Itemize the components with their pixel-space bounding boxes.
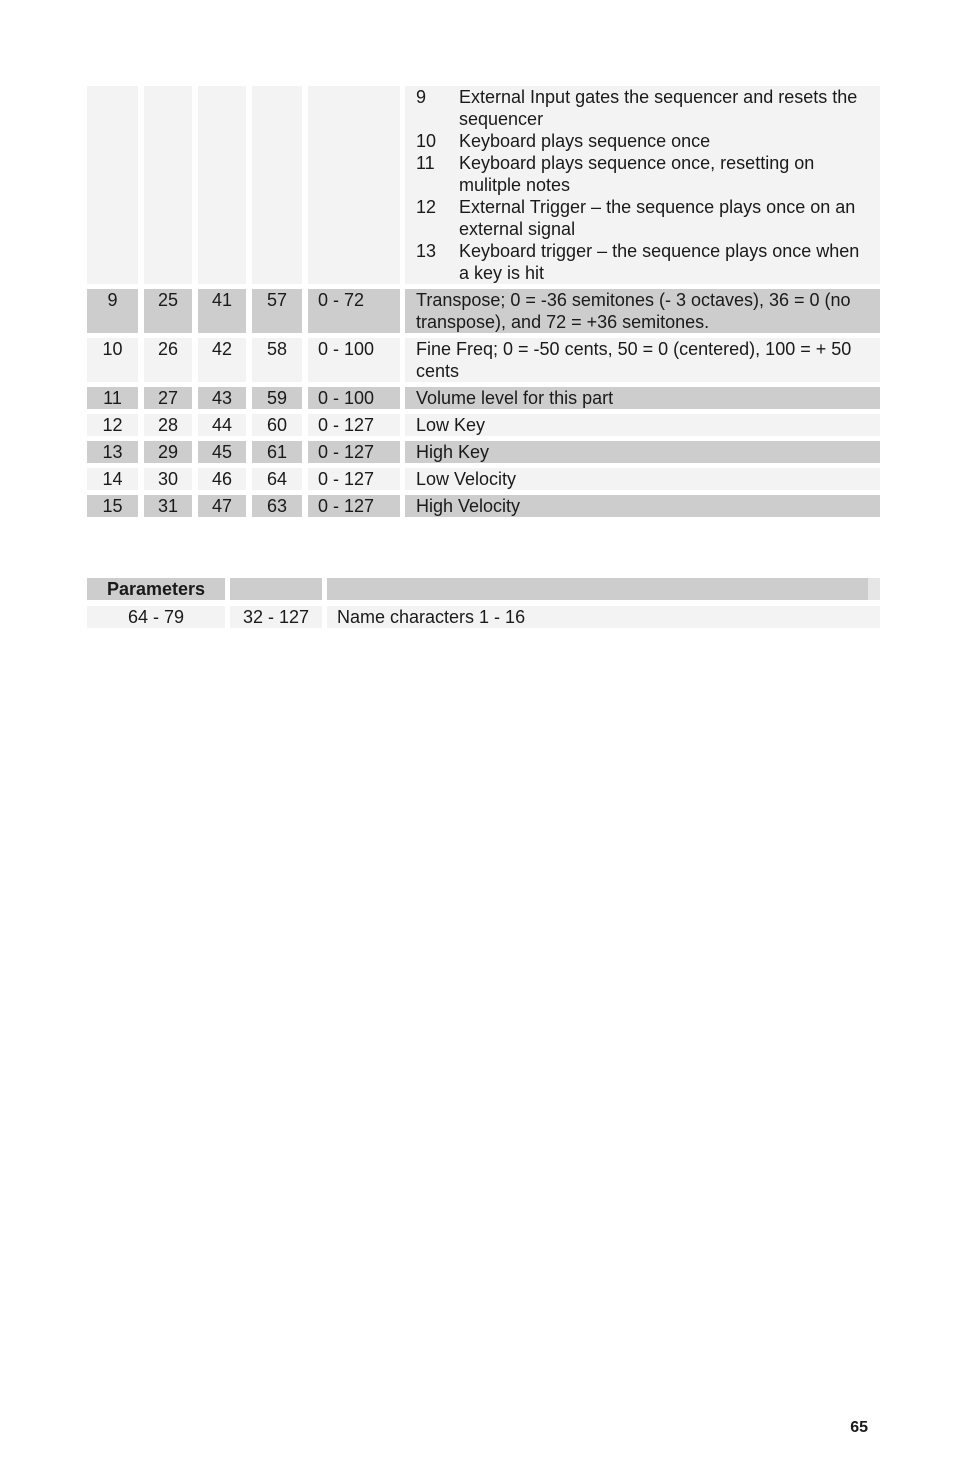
mode-number: 10 (416, 131, 437, 151)
table-row (87, 414, 880, 436)
table-cell (198, 86, 246, 284)
param-cell: 47 (198, 495, 246, 517)
table-cell (87, 86, 138, 284)
mode-number: 13 (416, 241, 437, 261)
param-cell: 64 (252, 468, 302, 490)
table-row (87, 387, 880, 409)
param-cell: 25 (144, 289, 192, 333)
range-cell: 32 - 127 (230, 606, 322, 628)
mode-item (416, 86, 866, 130)
range-cell: 0 - 72 (308, 289, 400, 333)
mode-number: 9 (416, 87, 427, 107)
table-row (87, 441, 880, 463)
table-header-cell (327, 578, 880, 600)
range-cell: 0 - 127 (308, 495, 400, 517)
mode-list (416, 86, 866, 284)
param-cell: 63 (252, 495, 302, 517)
mode-text: Keyboard trigger – the sequence plays once when a key is hit (459, 241, 860, 283)
range-cell: 0 - 127 (308, 441, 400, 463)
param-cell: 30 (144, 468, 192, 490)
description-cell: Transpose; 0 = -36 semitones (- 3 octaves), 36 = 0 (no transpose), and 72 = +36 semitones. (405, 289, 880, 333)
param-cell: 61 (252, 441, 302, 463)
param-cell: 9 (87, 289, 138, 333)
mode-item (416, 130, 866, 152)
param-cell: 58 (252, 338, 302, 382)
param-cell: 60 (252, 414, 302, 436)
mode-number: 12 (416, 197, 437, 217)
table-row (87, 606, 880, 628)
table-row-continued-modes (87, 86, 880, 284)
param-cell: 44 (198, 414, 246, 436)
description-cell: Name characters 1 - 16 (327, 606, 880, 628)
mode-text: External Trigger – the sequence plays once on an external signal (459, 197, 856, 239)
description-cell: Low Key (405, 414, 880, 436)
mode-item (416, 196, 866, 240)
param-cell: 14 (87, 468, 138, 490)
table-cell (252, 86, 302, 284)
param-cell: 59 (252, 387, 302, 409)
param-cell: 26 (144, 338, 192, 382)
table-row (87, 289, 880, 333)
mode-text: External Input gates the sequencer and resets the sequencer (459, 87, 858, 129)
param-cell: 15 (87, 495, 138, 517)
mode-text: Keyboard plays sequence once, resetting on mulitple notes (459, 153, 815, 195)
mode-item (416, 240, 866, 284)
table-row (87, 468, 880, 490)
range-cell: 0 - 127 (308, 414, 400, 436)
param-cell: 13 (87, 441, 138, 463)
mode-number: 11 (416, 153, 435, 173)
param-cell: 42 (198, 338, 246, 382)
description-cell: Fine Freq; 0 = -50 cents, 50 = 0 (centered), 100 = + 50 cents (405, 338, 880, 382)
table-row (87, 495, 880, 517)
param-cell: 46 (198, 468, 246, 490)
mode-item (416, 152, 866, 196)
param-cell: 10 (87, 338, 138, 382)
parameters-header: Parameters (87, 578, 225, 600)
table-cell (308, 86, 400, 284)
param-cell: 57 (252, 289, 302, 333)
mode-text: Keyboard plays sequence once (459, 131, 711, 151)
param-cell: 27 (144, 387, 192, 409)
table-header-row (87, 578, 880, 600)
param-cell: 43 (198, 387, 246, 409)
parameter-table (87, 86, 880, 522)
range-cell: 0 - 100 (308, 338, 400, 382)
table-row (87, 338, 880, 382)
param-cell: 12 (87, 414, 138, 436)
param-cell: 31 (144, 495, 192, 517)
description-cell: Low Velocity (405, 468, 880, 490)
param-cell: 11 (87, 387, 138, 409)
description-cell: Volume level for this part (405, 387, 880, 409)
description-cell: High Velocity (405, 495, 880, 517)
page-number: 65 (850, 1419, 868, 1436)
range-cell: 0 - 127 (308, 468, 400, 490)
param-cell: 45 (198, 441, 246, 463)
mode-list-cell (405, 86, 880, 284)
range-cell: 0 - 100 (308, 387, 400, 409)
param-cell: 41 (198, 289, 246, 333)
description-cell: High Key (405, 441, 880, 463)
param-cell: 29 (144, 441, 192, 463)
name-parameter-table (87, 578, 880, 634)
table-cell (144, 86, 192, 284)
table-header-cell (230, 578, 322, 600)
param-cell: 28 (144, 414, 192, 436)
param-cell: 64 - 79 (87, 606, 225, 628)
